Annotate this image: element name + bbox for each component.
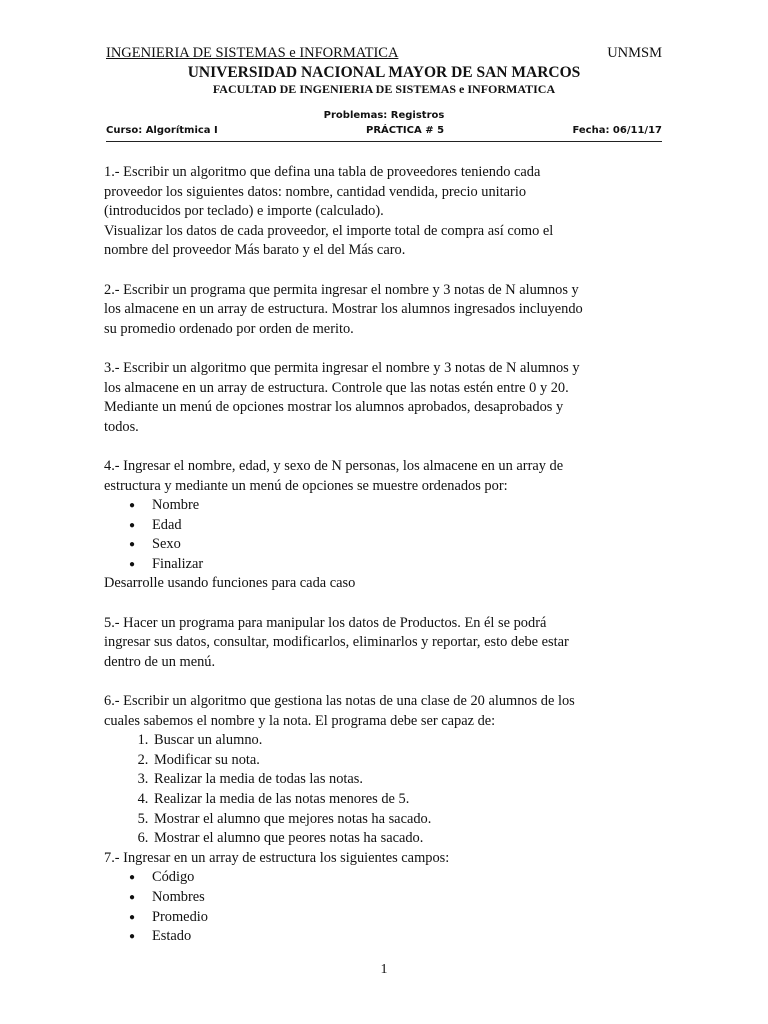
- practice-meta-row: [106, 125, 662, 142]
- exercise-5-line: dentro de un menú.: [104, 653, 216, 670]
- exercise-2-line: 2.- Escribir un programa que permita ingresar el nombre y 3 notas de N alumnos y: [104, 281, 579, 298]
- exercise-7-line: 7.- Ingresar en un array de estructura los siguientes campos:: [104, 849, 450, 866]
- exercise-5: [104, 614, 670, 673]
- course-label: Curso: Algorítmica I: [106, 125, 218, 136]
- exercise-5-line: ingresar sus datos, consultar, modificarlos, eliminarlos y reportar, esto debe estar: [104, 634, 569, 651]
- exercise-6-tasks: [104, 731, 670, 849]
- list-item: ● Sexo: [152, 535, 670, 555]
- exercise-3-line: Mediante un menú de opciones mostrar los alumnos aprobados, desaprobados y: [104, 399, 564, 416]
- exercise-4-options: [104, 496, 670, 574]
- exercise-6-line: cuales sabemos el nombre y la nota. El programa debe ser capaz de:: [104, 712, 496, 729]
- topic-title: Problemas: Registros: [323, 110, 445, 121]
- exercise-6: [104, 692, 670, 849]
- exercise-4-line: estructura y mediante un menú de opciones se muestre ordenados por:: [104, 477, 508, 494]
- university-title: UNIVERSIDAD NACIONAL MAYOR DE SAN MARCOS: [187, 64, 581, 81]
- exercise-2-line: su promedio ordenado por orden de merito.: [104, 320, 354, 337]
- exercise-list: [104, 163, 670, 947]
- list-item: ● Código: [152, 868, 670, 888]
- header-institution: UNMSM: [607, 45, 662, 61]
- list-item: ● Promedio: [152, 908, 670, 928]
- exercise-3-line: los almacene en un array de estructura. Controle que las notas estén entre 0 y 20.: [104, 379, 569, 396]
- list-item: ● Nombres: [152, 888, 670, 908]
- exercise-3: [104, 359, 670, 437]
- list-item: 3. Realizar la media de todas las notas.: [152, 770, 670, 790]
- header-department: INGENIERIA DE SISTEMAS e INFORMATICA: [106, 45, 399, 61]
- exercise-4-line: 4.- Ingresar el nombre, edad, y sexo de N personas, los almacene en un array de: [104, 457, 564, 474]
- exercise-5-line: 5.- Hacer un programa para manipular los datos de Productos. En él se podrá: [104, 614, 547, 631]
- exercise-1-line: 1.- Escribir un algoritmo que defina una tabla de proveedores teniendo cada: [104, 164, 541, 180]
- exercise-2: [104, 281, 670, 340]
- list-item: 2. Modificar su nota.: [152, 751, 670, 771]
- exercise-1-line: nombre del proveedor Más barato y el del Más caro.: [104, 242, 406, 259]
- running-header: [106, 45, 662, 62]
- exercise-1-line: (introducidos por teclado) e importe (calculado).: [104, 203, 384, 220]
- date-label: Fecha: 06/11/17: [572, 125, 662, 136]
- list-item: ● Finalizar: [152, 555, 670, 575]
- page-number: 1: [380, 962, 388, 977]
- list-item: 1. Buscar un alumno.: [152, 731, 670, 751]
- exercise-1: [104, 163, 670, 261]
- exercise-2-line: los almacene en un array de estructura. Mostrar los alumnos ingresados incluyendo: [104, 301, 583, 318]
- list-item: 6. Mostrar el alumno que peores notas ha sacado.: [152, 829, 670, 849]
- list-item: ● Nombre: [152, 496, 670, 516]
- list-item: ● Estado: [152, 927, 670, 947]
- exercise-3-line: 3.- Escribir un algoritmo que permita ingresar el nombre y 3 notas de N alumnos y: [104, 359, 580, 376]
- exercise-7: [104, 849, 670, 947]
- exercise-7-fields: [104, 868, 670, 946]
- exercise-4: [104, 457, 670, 594]
- exercise-6-line: 6.- Escribir un algoritmo que gestiona las notas de una clase de 20 alumnos de los: [104, 693, 575, 710]
- faculty-title: FACULTAD DE INGENIERIA DE SISTEMAS e INFORMATICA: [212, 82, 556, 96]
- exercise-1-line: Visualizar los datos de cada proveedor, el importe total de compra así como el: [104, 222, 554, 239]
- exercise-4-closing: Desarrolle usando funciones para cada caso: [104, 575, 356, 592]
- exercise-1-line: proveedor los siguientes datos: nombre, cantidad vendida, precio unitario: [104, 183, 527, 200]
- list-item: 4. Realizar la media de las notas menores de 5.: [152, 790, 670, 810]
- exercise-3-line: todos.: [104, 418, 139, 435]
- list-item: ● Edad: [152, 516, 670, 536]
- practice-label: PRÁCTICA # 5: [366, 125, 445, 136]
- list-item: 5. Mostrar el alumno que mejores notas ha sacado.: [152, 810, 670, 830]
